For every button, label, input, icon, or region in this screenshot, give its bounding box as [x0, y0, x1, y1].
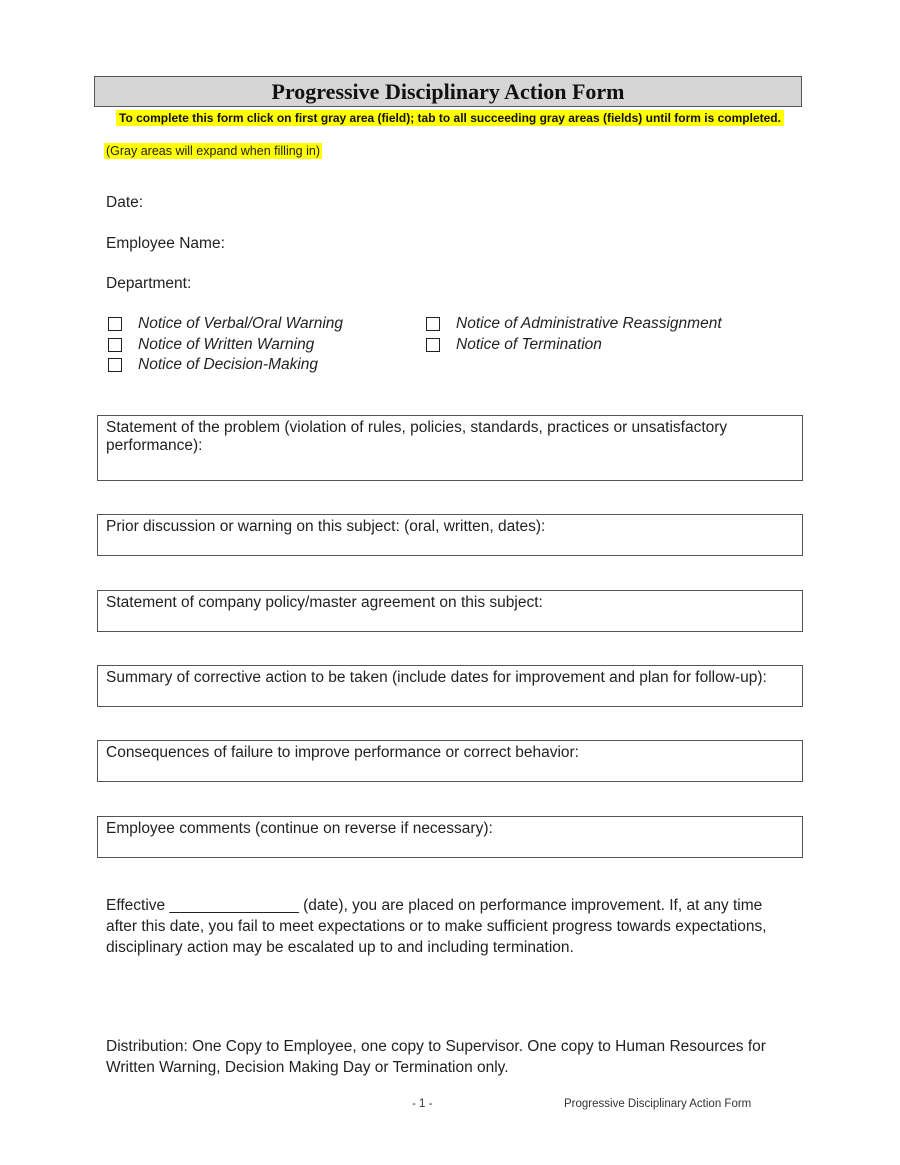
notice-verbal-oral-warning[interactable]: [108, 315, 343, 333]
form-title-bar: [94, 76, 802, 107]
section-label: Consequences of failure to improve performance or correct behavior:: [106, 744, 579, 761]
checkbox-label: Notice of Decision-Making: [138, 356, 319, 373]
checkbox-label: Notice of Written Warning: [138, 336, 315, 353]
instructions-text: To complete this form click on first gray area (field); tab to all succeeding gray areas (fields) until form is completed.: [116, 110, 784, 126]
checkbox[interactable]: [426, 317, 440, 331]
page-number: - 1 -: [412, 1098, 433, 1110]
effective-statement: Effective _______________ (date), you are placed on performance improvement. If, at any time after this date, you fail to meet expectations or to make sufficient progress towards expectations, disciplinary action may be escalated up to and including termination.: [106, 897, 767, 956]
notice-decision-making[interactable]: [108, 356, 318, 374]
prior-discussion-box[interactable]: [97, 514, 803, 556]
checkbox[interactable]: [108, 358, 122, 372]
checkbox-label: Notice of Administrative Reassignment: [456, 315, 722, 332]
footer-title: Progressive Disciplinary Action Form: [564, 1098, 752, 1110]
department-field[interactable]: Department:: [106, 275, 192, 292]
instructions: [0, 109, 900, 127]
notice-written-warning[interactable]: [108, 336, 314, 354]
notice-termination[interactable]: [426, 336, 602, 354]
date-field[interactable]: Date:: [106, 194, 144, 211]
section-label: Statement of company policy/master agreement on this subject:: [106, 594, 543, 611]
section-label: Employee comments (continue on reverse if necessary):: [106, 820, 493, 837]
notice-administrative-reassignment[interactable]: [426, 315, 722, 333]
corrective-action-box[interactable]: [97, 665, 803, 707]
form-title: Progressive Disciplinary Action Form: [271, 78, 625, 104]
gray-areas-note: (Gray areas will expand when filling in): [106, 144, 320, 158]
checkbox[interactable]: [426, 338, 440, 352]
checkbox[interactable]: [108, 338, 122, 352]
consequences-box[interactable]: [97, 740, 803, 782]
checkbox-label: Notice of Verbal/Oral Warning: [138, 315, 344, 332]
company-policy-box[interactable]: [97, 590, 803, 632]
section-label: Summary of corrective action to be taken (include dates for improvement and plan for follow-up):: [106, 669, 767, 686]
checkbox-label: Notice of Termination: [456, 336, 602, 353]
distribution-note: Distribution: One Copy to Employee, one copy to Supervisor. One copy to Human Resources for Written Warning, Decision Making Day or Termination only.: [106, 1038, 766, 1076]
checkbox[interactable]: [108, 317, 122, 331]
problem-statement-box[interactable]: [97, 415, 803, 481]
section-label: Statement of the problem (violation of rules, policies, standards, practices or unsatisfactory performance):: [106, 419, 728, 454]
employee-name-field[interactable]: Employee Name:: [106, 235, 225, 252]
section-label: Prior discussion or warning on this subject: (oral, written, dates):: [106, 518, 546, 535]
employee-comments-box[interactable]: [97, 816, 803, 858]
